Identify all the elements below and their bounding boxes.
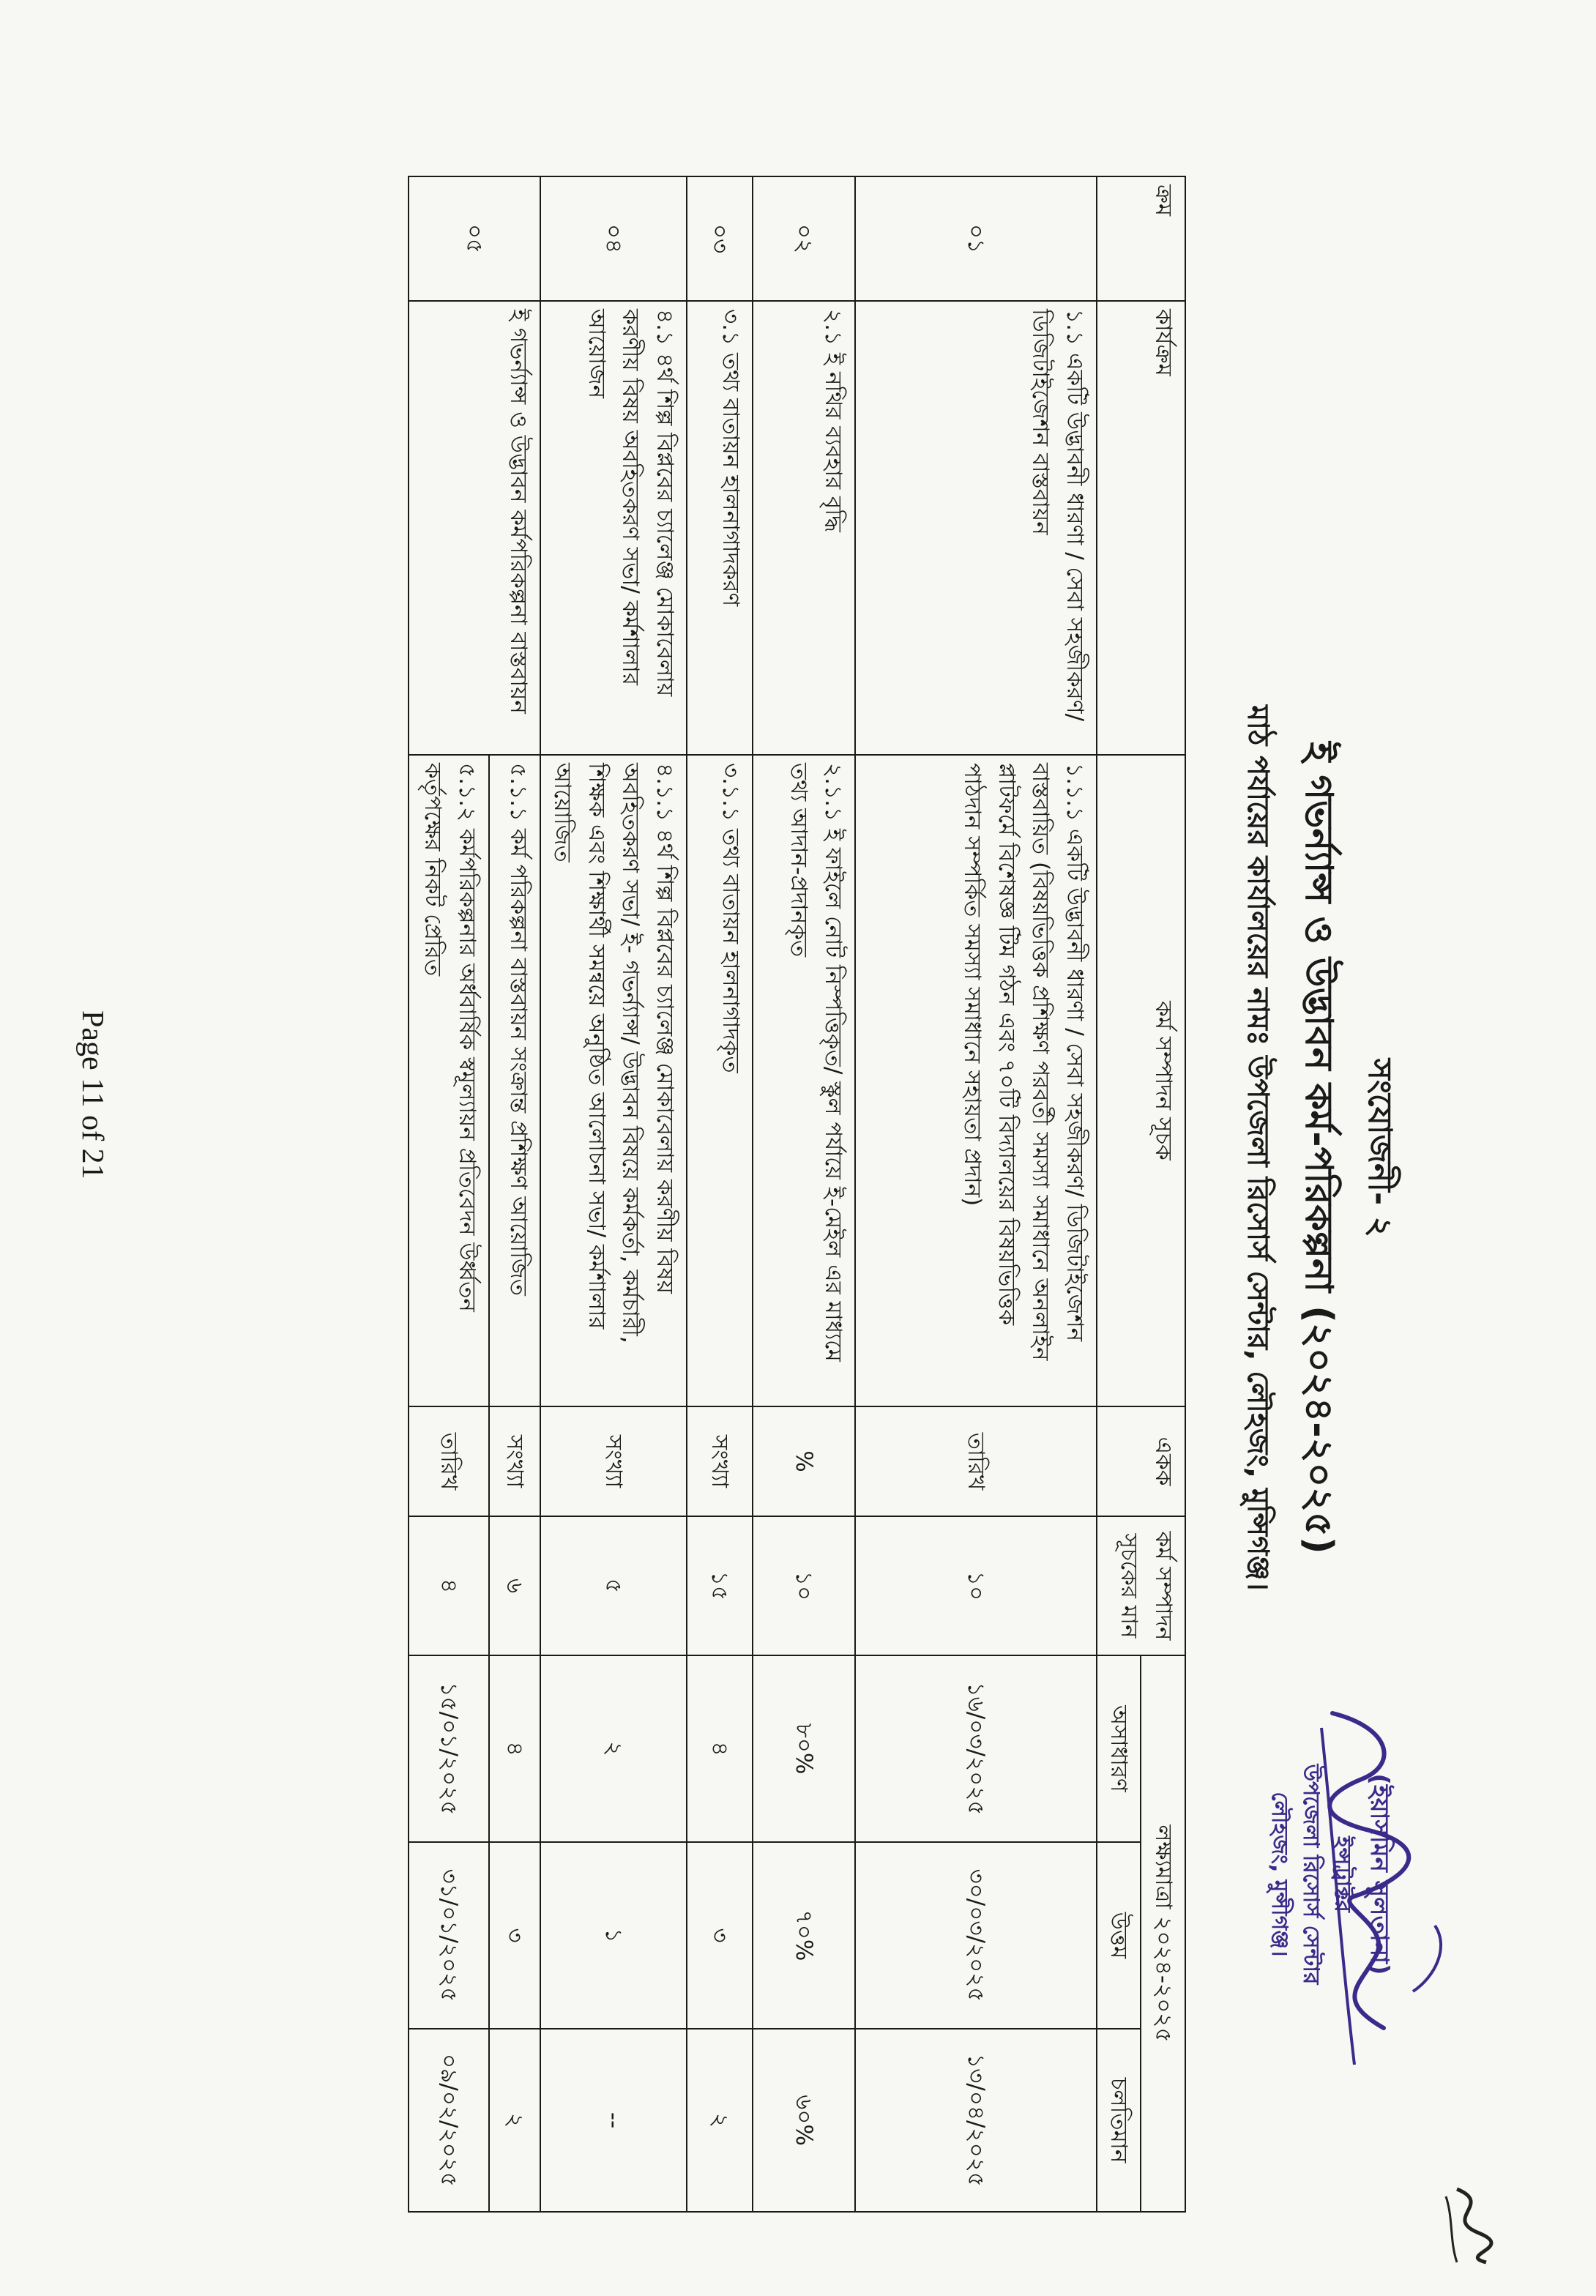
cell-serial: ০৪	[540, 176, 687, 301]
cell-serial: ০১	[855, 176, 1097, 301]
cell-unit: সংখ্যা	[687, 1406, 753, 1516]
header-serial: ক্রম	[1097, 176, 1185, 301]
cell-activity: ২.১ ই নথির ব্যবহার বৃদ্ধি	[753, 301, 855, 755]
cell-indicator: ৩.১.১ তথ্য বাতায়ন হালনাগাদকৃত	[687, 755, 753, 1406]
cell-value: ১০	[753, 1516, 855, 1655]
header-unit: একক	[1097, 1406, 1185, 1516]
initials-scribble	[1435, 2182, 1501, 2270]
signatory-name: (ইয়াসমিন সুলতানা)	[1365, 1773, 1394, 1975]
cell-very-good: ৩	[687, 1842, 753, 2029]
cell-serial: ০২	[753, 176, 855, 301]
table-row	[855, 176, 1097, 2212]
cell-activity: ১.১ একটি উদ্ভাবনী ধারণা / সেবা সহজীকরণ/ ডিজিটাইজেশন বাস্তবায়ন	[855, 301, 1097, 755]
cell-unit: সংখ্যা	[540, 1406, 687, 1516]
cell-value: ১৫	[687, 1516, 753, 1655]
table-header-row	[1141, 176, 1186, 2212]
signatory-office: উপজেলা রিসোর্স সেন্টার	[1298, 1764, 1324, 1985]
header-activity: কার্যক্রম	[1097, 301, 1185, 755]
cell-excellent: ৮০%	[753, 1655, 855, 1842]
cell-unit: সংখ্যা	[489, 1406, 540, 1516]
cell-unit: তারিখ	[855, 1406, 1097, 1516]
table-row	[540, 176, 687, 2212]
cell-serial: ০৩	[687, 176, 753, 301]
cell-excellent: ১৫/০১/২০২৫	[409, 1655, 489, 1842]
cell-value: ১০	[855, 1516, 1097, 1655]
cell-excellent: ১৬/০৩/২০২৫	[855, 1655, 1097, 1842]
cell-excellent: ৪	[489, 1655, 540, 1842]
signatory-place: লৌহজং, মুন্সীগঞ্জ।	[1267, 1792, 1292, 1957]
cell-current: ২	[489, 2029, 540, 2212]
cell-value: ৫	[540, 1516, 687, 1655]
cell-indicator: ৪.১.১ ৪র্থ শিল্প বিপ্লবের চ্যালেঞ্জ মোকাবেলায় করণীয় বিষয় অবহিতকরণ সভা/ ই- গভর্ন্যান্স/ উদ্ভাবন বিষয়ে কর্মকর্তা, কর্মচারী, শিক্ষক এবং শিক্ষার্থী সমন্বয়ে অনুষ্ঠিত আলোচনা সভা/ কর্মশালার আয়োজিত	[540, 755, 687, 1406]
header-indicator-value: কর্ম সম্পাদন সূচকের মান	[1097, 1516, 1185, 1655]
cell-current: --	[540, 2029, 687, 2212]
page-number: Page 11 of 21	[75, 1010, 109, 1179]
cell-unit: তারিখ	[409, 1406, 489, 1516]
signatory-title: ইন্সট্রাক্টর	[1330, 1836, 1355, 1912]
table-row	[489, 176, 540, 2212]
cell-very-good: ৭০%	[753, 1842, 855, 2029]
table-row	[753, 176, 855, 2212]
cell-indicator: ২.১.১ ই ফাইলে নোট নিস্পত্তিকৃত/ স্কুল পর্যায়ে ই-মেইল এর মাধ্যমে তথ্য আদান-প্রদানকৃত	[753, 755, 855, 1406]
cell-serial: ০৫	[409, 176, 540, 301]
cell-current: ০৯/০২/২০২৫	[409, 2029, 489, 2212]
cell-current: ৬০%	[753, 2029, 855, 2212]
cell-current: ১৩/০৪/২০২৫	[855, 2029, 1097, 2212]
table-row	[687, 176, 753, 2212]
cell-indicator: ১.১.১ একটি উদ্ভাবনী ধারণা / সেবা সহজীকরণ/ ডিজিটাইজেশন বাস্তবায়িত (বিষয়ভিত্তিক প্রশিক্ষণ পরবর্তী সমস্যা সমাধানে অনলাইন প্লাটফর্মে বিশেষজ্ঞ টিম গঠন এবং ৭০টি বিদ্যালয়ের বিষয়ভিত্তিক পাঠদান সম্পর্কিত সমস্যা সমাধানে সহায়তা প্রদান)	[855, 755, 1097, 1406]
office-name: মাঠ পর্যায়ের কার্যালয়ের নামঃ উপজেলা রিসোর্স সেন্টার, লৌহজং, মুন্সিগঞ্জ।	[1241, 705, 1275, 1591]
document-title: ই গভর্ন্যান্স ও উদ্ভাবন কর্ম-পরিকল্পনা (২০২৪-২০২৫)	[1297, 742, 1340, 1554]
annex-label: সংযোজনী- ২	[1361, 1058, 1398, 1238]
header-indicator: কর্ম সম্পাদন সূচক	[1097, 755, 1185, 1406]
header-current: চলতিমান	[1097, 2029, 1141, 2212]
cell-very-good: ৩০/০৩/২০২৫	[855, 1842, 1097, 2029]
cell-value: ৬	[489, 1516, 540, 1655]
cell-activity: ই গভর্ন্যান্স ও উদ্ভাবন কর্মপরিকল্পনা বাস্তবায়ন	[409, 301, 540, 755]
cell-activity: ৪.১ ৪র্থ শিল্প বিপ্লবের চ্যালেঞ্জ মোকাবেলায় করণীয় বিষয় অবহিতকরণ সভা/ কর্মশালার আয়োজন	[540, 301, 687, 755]
header-target-group: লক্ষ্যমাত্রা ২০২৪-২০২৫	[1141, 1655, 1186, 2212]
cell-indicator: ৫.১.২ কর্মপরিকল্পনার অর্ধবার্ষিক স্বমূল্যায়ন প্রতিবেদন উর্ধ্বতন কর্তৃপক্ষের নিকট প্রেরিত	[409, 755, 489, 1406]
cell-very-good: ১	[540, 1842, 687, 2029]
cell-activity: ৩.১ তথ্য বাতায়ন হালনাগাদকরণ	[687, 301, 753, 755]
cell-value: ৪	[409, 1516, 489, 1655]
header-very-good: উত্তম	[1097, 1842, 1141, 2029]
cell-excellent: ৪	[687, 1655, 753, 1842]
header-excellent: অসাধারণ	[1097, 1655, 1141, 1842]
cell-indicator: ৫.১.১ কর্ম পরিকল্পনা বাস্তবায়ন সংক্রান্ত প্রশিক্ষণ আয়োজিত	[489, 755, 540, 1406]
cell-very-good: ৩	[489, 1842, 540, 2029]
cell-excellent: ২	[540, 1655, 687, 1842]
cell-current: ২	[687, 2029, 753, 2212]
cell-very-good: ৩১/০১/২০২৫	[409, 1842, 489, 2029]
cell-unit: %	[753, 1406, 855, 1516]
action-plan-table	[408, 176, 1186, 2213]
